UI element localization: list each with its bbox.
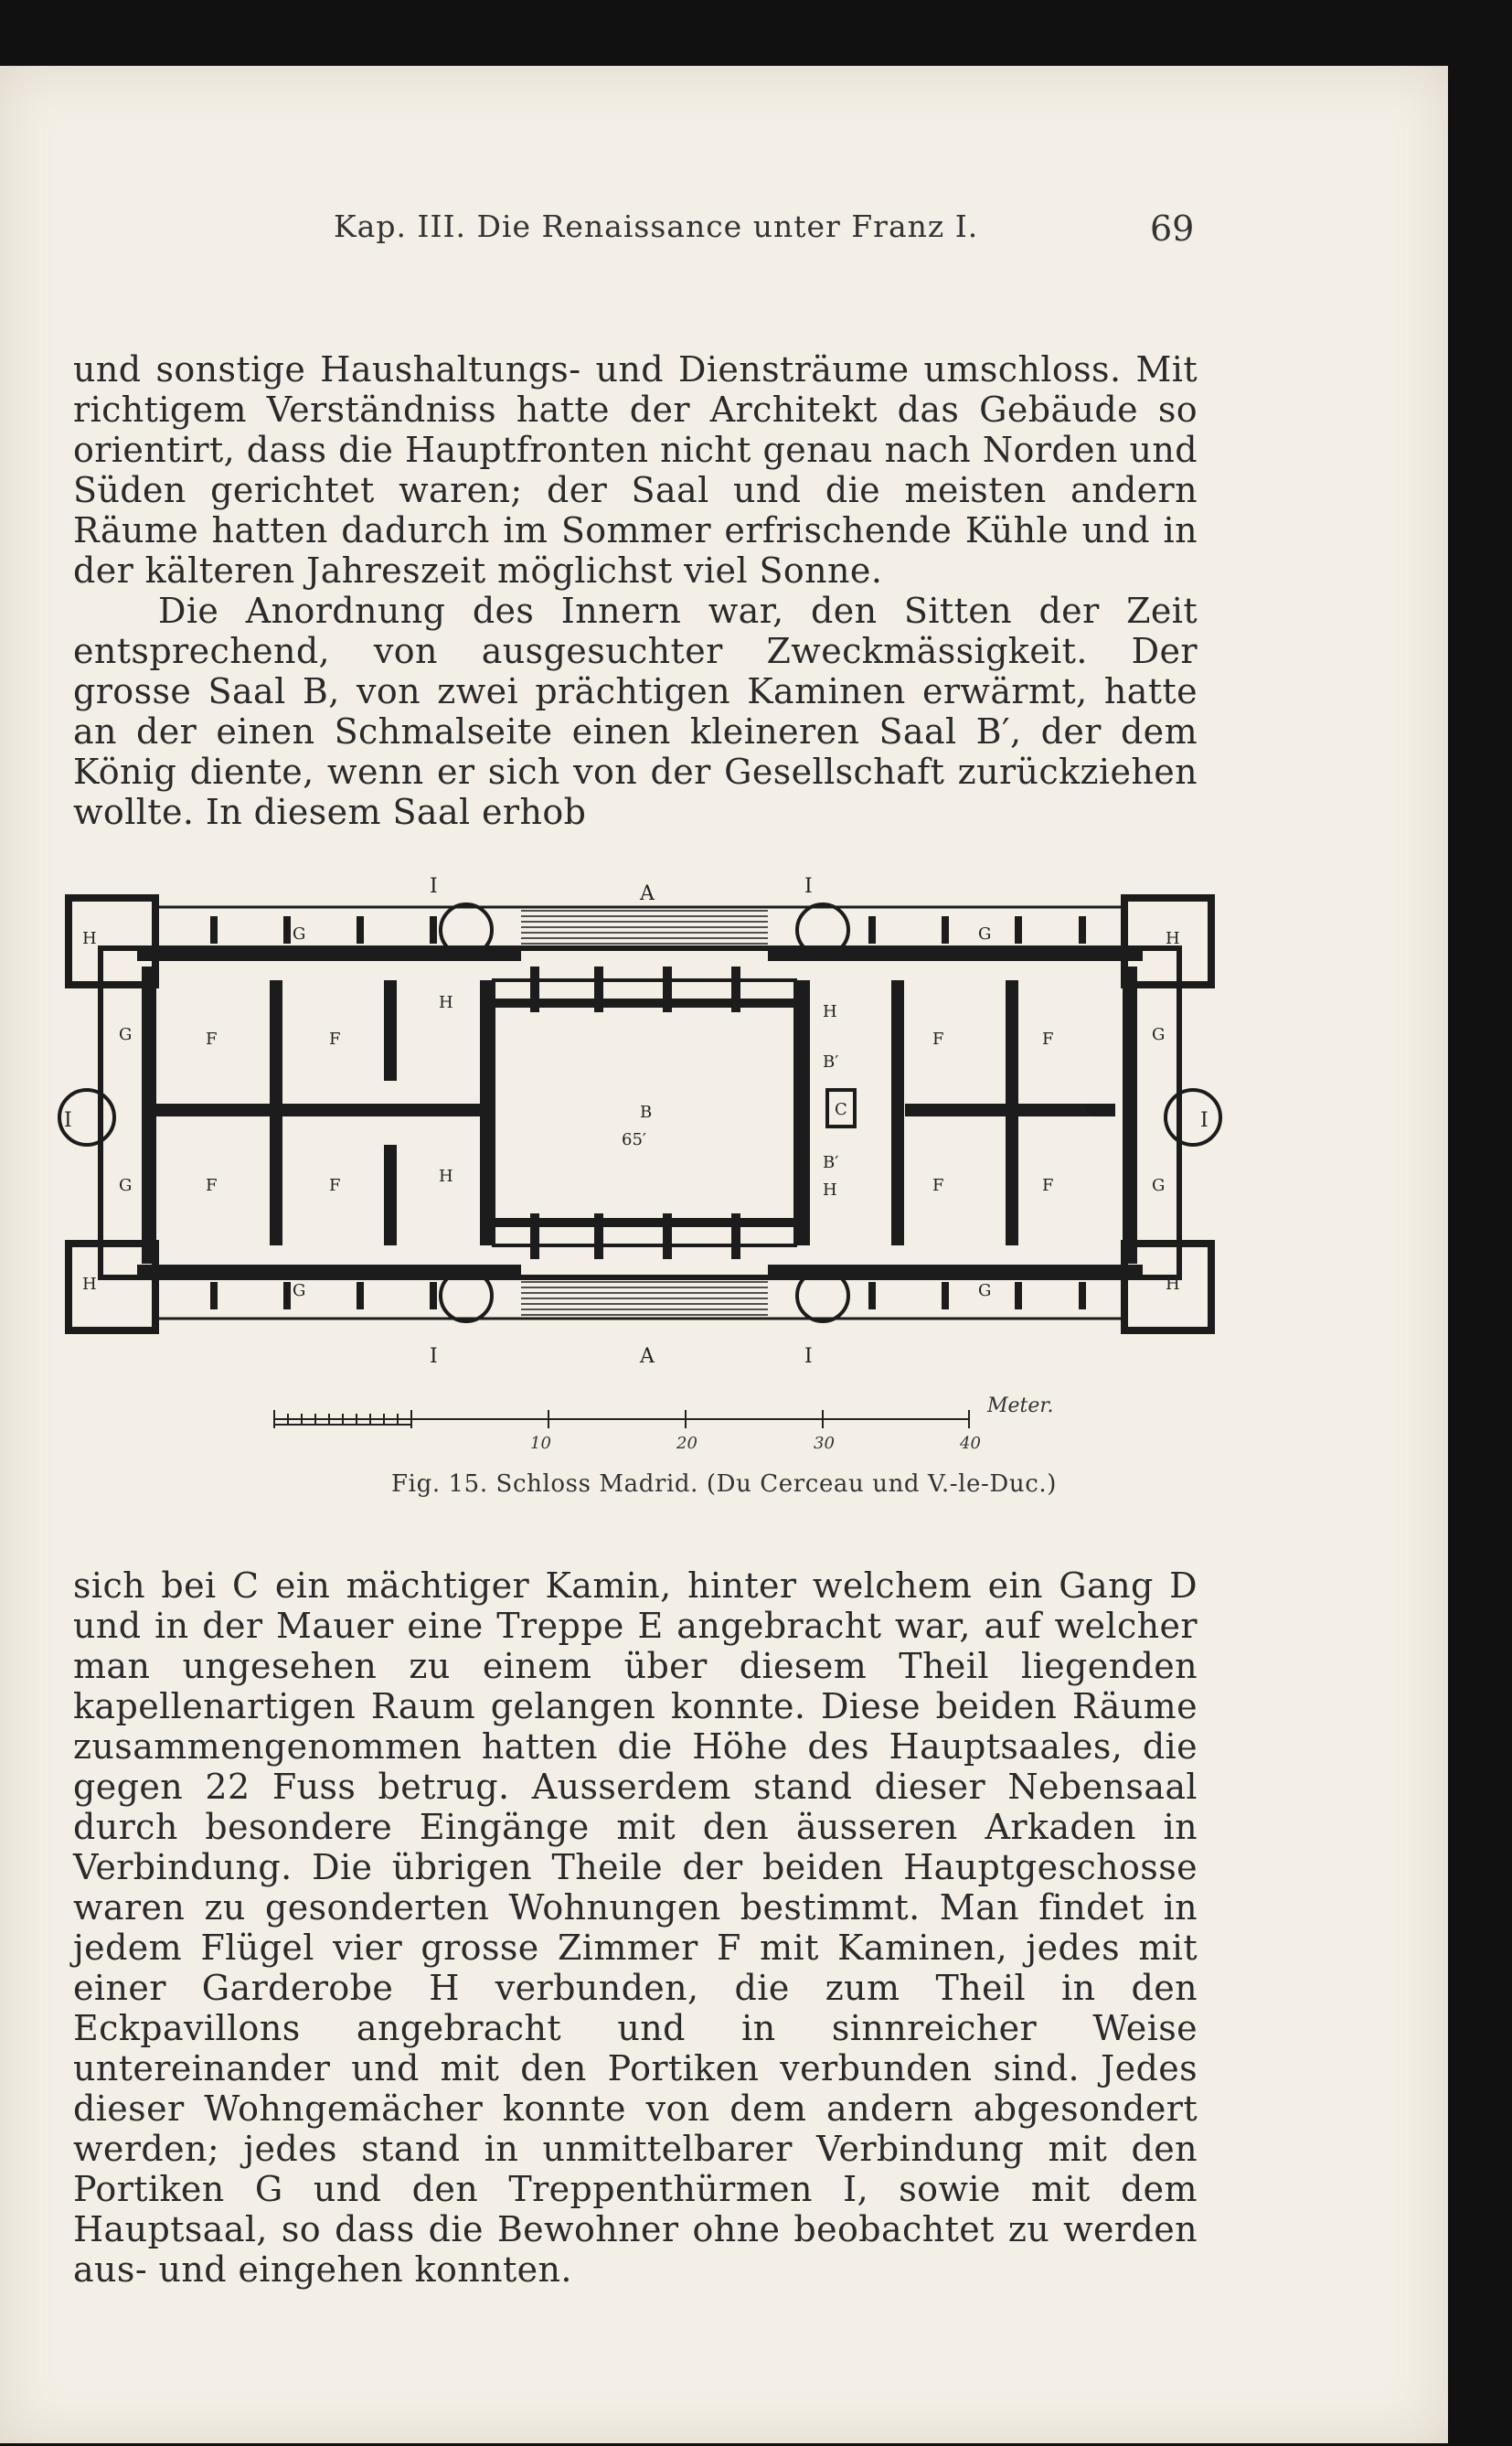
- label-H: H: [1166, 1275, 1180, 1294]
- label-I: I: [430, 1345, 438, 1368]
- page-number: 69: [1150, 208, 1195, 249]
- label-F: F: [329, 1030, 341, 1049]
- label-B-prime: B′: [823, 1153, 839, 1172]
- paragraph: und sonstige Haushaltungs- und Diensträume umschloss. Mit richtigem Verständniss hatte der Architekt das Gebäude so orientirt, dass die Hauptfronten nicht genau nach Norden und Süden gerichtet waren; der Saal und die meisten andern Räume hatten dadurch im Sommer erfrischende Kühle und in der kälteren Jahreszeit möglichst viel Sonne.: [73, 349, 1198, 591]
- label-F: F: [206, 1030, 218, 1049]
- label-I: I: [1200, 1109, 1209, 1132]
- scale-label: 10: [530, 1434, 551, 1453]
- label-G: G: [119, 1176, 133, 1195]
- floor-plan-figure: [64, 875, 1209, 1368]
- paragraph: Die Anordnung des Innern war, den Sitten der Zeit entsprechend, von ausgesuchter Zweckmässigkeit. Der grosse Saal B, von zwei prächtigen Kaminen erwärmt, hatte an der einen Schmalseite einen kleineren Saal B′, der dem König diente, wenn er sich von der Gesellschaft zurückziehen wollte. In diesem Saal erhob: [73, 591, 1198, 832]
- scale-label: 40: [960, 1434, 981, 1453]
- label-G: G: [119, 1025, 133, 1044]
- label-H: H: [823, 1180, 837, 1200]
- figure-caption: Fig. 15. Schloss Madrid. (Du Cerceau und V.-le-Duc.): [391, 1470, 1057, 1498]
- label-I: I: [64, 1109, 72, 1132]
- scale-bar: [265, 1392, 1106, 1465]
- scale-unit: Meter.: [987, 1394, 1054, 1417]
- label-F: F: [206, 1176, 218, 1195]
- label-F: F: [1042, 1030, 1054, 1049]
- label-A: A: [640, 1345, 655, 1368]
- label-F: F: [1042, 1176, 1054, 1195]
- label-B-prime: B′: [823, 1052, 839, 1072]
- scale-label: 30: [814, 1434, 835, 1453]
- label-F: F: [932, 1176, 944, 1195]
- page-header: [0, 201, 1448, 265]
- label-dim: 65′: [622, 1130, 646, 1149]
- label-H: H: [439, 1167, 453, 1186]
- label-H: H: [82, 929, 97, 948]
- label-F: F: [932, 1030, 944, 1049]
- label-G: G: [1152, 1025, 1166, 1044]
- label-I: I: [804, 1345, 813, 1368]
- label-I: I: [430, 875, 438, 898]
- steps-north: [521, 911, 768, 944]
- text-block-top: [73, 349, 1198, 832]
- label-H: H: [439, 993, 453, 1012]
- label-I: I: [804, 875, 813, 898]
- label-H: H: [82, 1275, 97, 1294]
- scale-label: 20: [676, 1434, 697, 1453]
- label-G: G: [293, 1281, 306, 1300]
- label-H: H: [1166, 929, 1180, 948]
- label-B: B: [640, 1103, 653, 1122]
- label-K: K: [1079, 1101, 1091, 1120]
- label-G: G: [293, 924, 306, 944]
- label-C: C: [835, 1100, 847, 1119]
- label-A: A: [640, 882, 655, 905]
- text-block-bottom: [73, 1565, 1198, 2290]
- label-G: G: [1152, 1176, 1166, 1195]
- label-F: F: [329, 1176, 341, 1195]
- steps-south: [521, 1282, 768, 1315]
- label-G: G: [978, 1281, 992, 1300]
- paragraph: sich bei C ein mächtiger Kamin, hinter welchem ein Gang D und in der Mauer eine Treppe E angebracht war, auf welcher man ungesehen zu einem über diesem Theil liegenden kapellenartigen Raum gelangen konnte. Diese beiden Räume zusammengenommen hatten die Höhe des Hauptsaales, die gegen 22 Fuss betrug. Ausserdem stand dieser Nebensaal durch besondere Eingänge mit den äusseren Arkaden in Verbindung. Die übrigen Theile der beiden Hauptgeschosse waren zu gesonderten Wohnungen bestimmt. Man findet in jedem Flügel vier grosse Zimmer F mit Kaminen, jedes mit einer Garderobe H verbunden, die zum Theil in den Eckpavillons angebracht und in sinnreicher Weise untereinander und mit den Portiken verbunden sind. Jedes dieser Wohngemächer konnte von dem andern abgesondert werden; jedes stand in unmittelbarer Verbindung mit den Portiken G und den Treppenthürmen I, sowie mit dem Hauptsaal, so dass die Bewohner ohne beobachtet zu werden aus- und eingehen konnten.: [73, 1565, 1198, 2290]
- label-G: G: [978, 924, 992, 944]
- running-head: Kap. III. Die Renaissance unter Franz I.: [334, 208, 979, 244]
- book-page: [0, 66, 1448, 2443]
- label-H: H: [823, 1002, 837, 1021]
